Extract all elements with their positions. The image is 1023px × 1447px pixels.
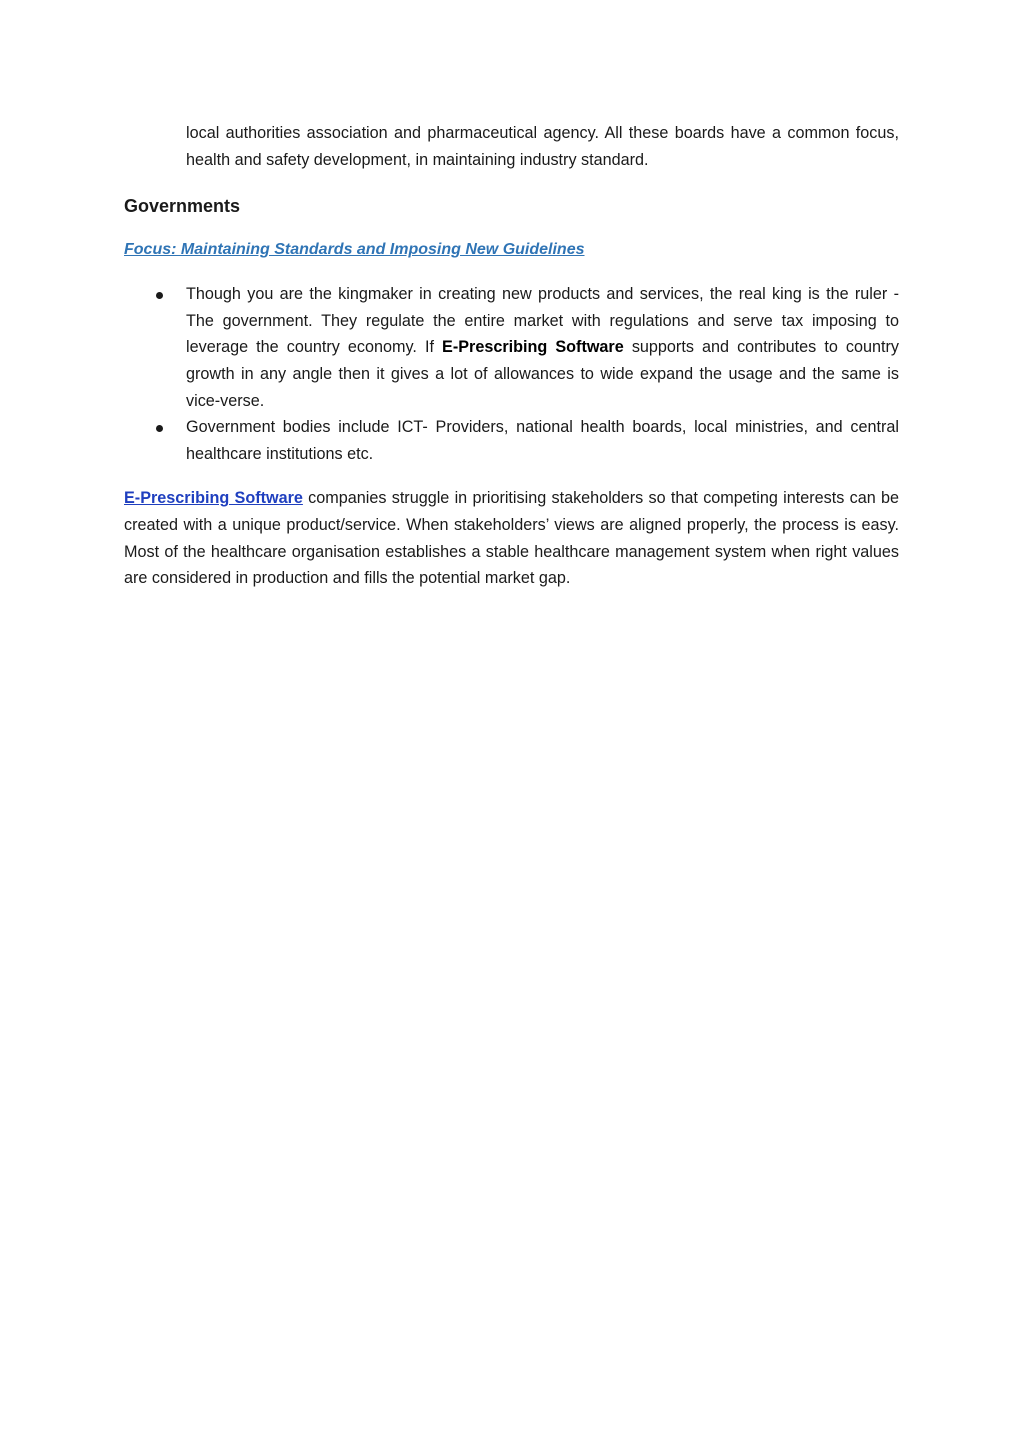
bullet-icon <box>156 425 163 432</box>
closing-paragraph <box>124 485 899 591</box>
bullet-text-start: Though you are the kingmaker in creating new products and services, the real king is the ruler - The government. They regulate the entire market with regulations and serve tax imposing to leverage the country economy. If <box>186 285 899 357</box>
focus-link[interactable]: Focus: Maintaining Standards and Imposing New Guidelines <box>124 241 585 259</box>
bullet-text: Government bodies include ICT- Providers, national health boards, local ministries, and central healthcare institutions etc. <box>186 418 899 463</box>
section-heading: Governments <box>124 196 241 217</box>
intro-paragraph: local authorities association and pharmaceutical agency. All these boards have a common focus, health and safety development, in maintaining industry standard. <box>186 124 899 169</box>
e-prescribing-link[interactable]: E-Prescribing Software <box>124 489 303 508</box>
list-item <box>124 414 899 467</box>
document-page <box>124 120 899 592</box>
bullet-text-end: supports and contributes to country growth in any angle then it gives a lot of allowances to wide expand the usage and the same is vice-verse. <box>186 338 899 410</box>
bullet-list <box>124 281 899 467</box>
closing-text: companies struggle in prioritising stakeholders so that competing interests can be created with a unique product/service. When stakeholders’ views are aligned properly, the process is easy. Most of the healthcare organisation establishes a stable healthcare management system when right values are considered in production and fills the potential market gap. <box>124 489 899 588</box>
list-item <box>124 281 899 414</box>
bullet-bold-term: E-Prescribing Software <box>442 338 624 357</box>
bullet-icon <box>156 292 163 299</box>
